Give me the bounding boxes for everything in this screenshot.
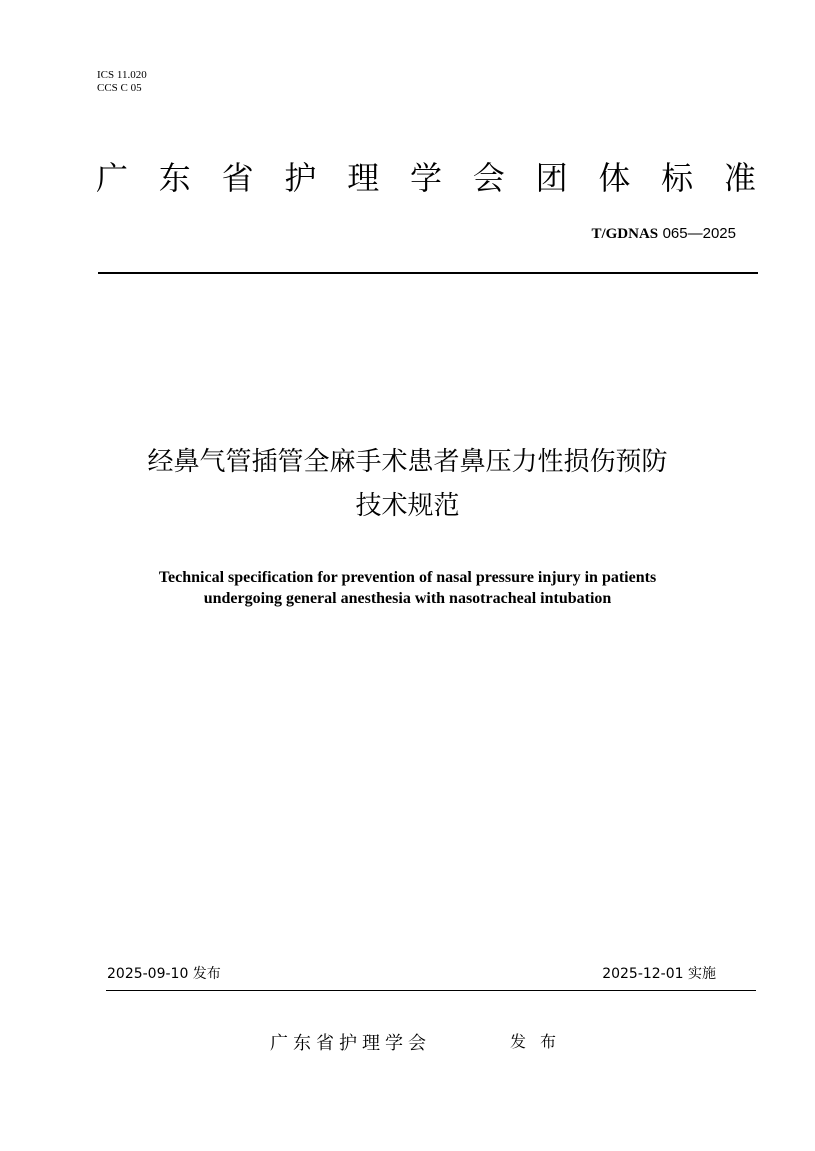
- org-title-char: 团: [535, 159, 568, 197]
- org-title-char: 东: [158, 159, 191, 197]
- org-title-char: 省: [221, 159, 254, 197]
- chinese-title-line-1: 经鼻气管插管全麻手术患者鼻压力性损伤预防: [147, 447, 668, 477]
- english-title: [60, 567, 755, 609]
- footer-divider: [106, 990, 756, 991]
- standard-code-prefix: T/GDNAS: [591, 226, 659, 242]
- organization-standard-title: [96, 158, 756, 198]
- standard-code: [591, 225, 736, 243]
- org-title-char: 会: [472, 159, 505, 197]
- implementation-date: 2025-12-01 实施: [602, 966, 716, 982]
- chinese-title: [60, 440, 755, 528]
- english-title-line-1: Technical specification for prevention of nasal pressure injury in patients: [158, 569, 657, 586]
- ccs-code: CCS C 05: [97, 82, 142, 94]
- org-title-char: 体: [598, 159, 631, 197]
- classification-codes: [97, 69, 147, 95]
- org-title-char: 广: [96, 159, 129, 197]
- english-title-line-2: undergoing general anesthesia with nasotracheal intubation: [203, 590, 612, 607]
- publish-label: 发布: [510, 1032, 571, 1051]
- org-title-char: 学: [409, 159, 442, 197]
- org-title-char: 理: [347, 159, 380, 197]
- header-divider: [98, 272, 758, 274]
- ics-code: ICS 11.020: [97, 69, 147, 81]
- issue-date: 2025-09-10 发布: [107, 966, 221, 982]
- org-title-char: 标: [661, 159, 694, 197]
- org-title-char: 护: [284, 159, 317, 197]
- org-title-char: 准: [723, 159, 756, 197]
- standard-code-number: 065—2025: [662, 225, 736, 242]
- chinese-title-line-2: 技术规范: [355, 491, 460, 521]
- publisher-name: 广东省护理学会: [270, 1033, 431, 1054]
